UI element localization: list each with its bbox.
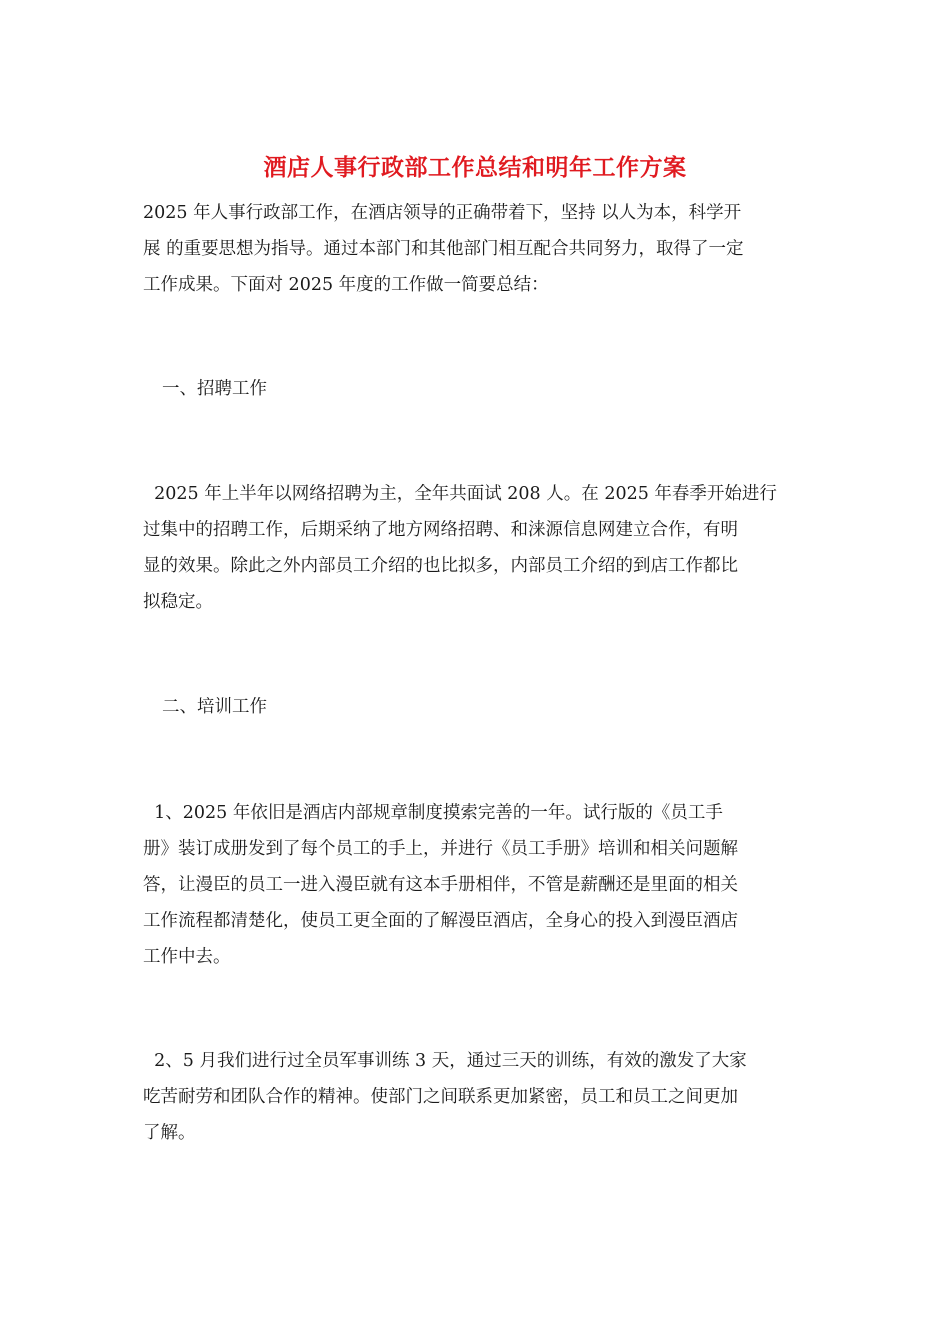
training-item-1-line: 1、2025 年依旧是酒店内部规章制度摸索完善的一年。试行版的《员工手: [143, 803, 723, 823]
recruitment-line: 2025 年上半年以网络招聘为主，全年共面试 208 人。在 2025 年春季开始进行: [143, 484, 777, 504]
training-item-1-line: 答，让漫臣的员工一进入漫臣就有这本手册相伴，不管是薪酬还是里面的相关: [143, 875, 738, 895]
training-item-1-paragraph: [143, 795, 809, 975]
intro-line: 展 的重要思想为指导。通过本部门和其他部门相互配合共同努力，取得了一定: [143, 239, 744, 259]
training-item-2-line: 吃苦耐劳和团队合作的精神。使部门之间联系更加紧密，员工和员工之间更加: [143, 1087, 738, 1107]
training-item-2-line: 2、5 月我们进行过全员军事训练 3 天，通过三天的训练，有效的激发了大家: [143, 1051, 747, 1071]
training-item-1-line: 工作流程都清楚化，使员工更全面的了解漫臣酒店，全身心的投入到漫臣酒店: [143, 911, 738, 931]
training-item-1-line: 册》装订成册发到了每个员工的手上，并进行《员工手册》培训和相关问题解: [143, 839, 738, 859]
recruitment-paragraph: [143, 476, 809, 620]
document-title: 酒店人事行政部工作总结和明年工作方案: [263, 154, 687, 181]
training-item-1-line: 工作中去。: [143, 947, 231, 967]
intro-line: 工作成果。下面对 2025 年度的工作做一简要总结：: [143, 275, 549, 295]
recruitment-line: 拟稳定。: [143, 592, 213, 612]
recruitment-line: 显的效果。除此之外内部员工介绍的也比拟多，内部员工介绍的到店工作都比: [143, 556, 738, 576]
section-heading-training: 二、培训工作: [162, 697, 267, 717]
intro-paragraph: [143, 195, 809, 303]
section-heading-recruitment: 一、招聘工作: [162, 379, 267, 399]
training-item-2-paragraph: [143, 1043, 809, 1151]
recruitment-line: 过集中的招聘工作，后期采纳了地方网络招聘、和涞源信息网建立合作，有明: [143, 520, 738, 540]
intro-line: 2025 年人事行政部工作，在酒店领导的正确带着下，坚持 以人为本，科学开: [143, 203, 742, 223]
training-item-2-line: 了解。: [143, 1123, 196, 1143]
